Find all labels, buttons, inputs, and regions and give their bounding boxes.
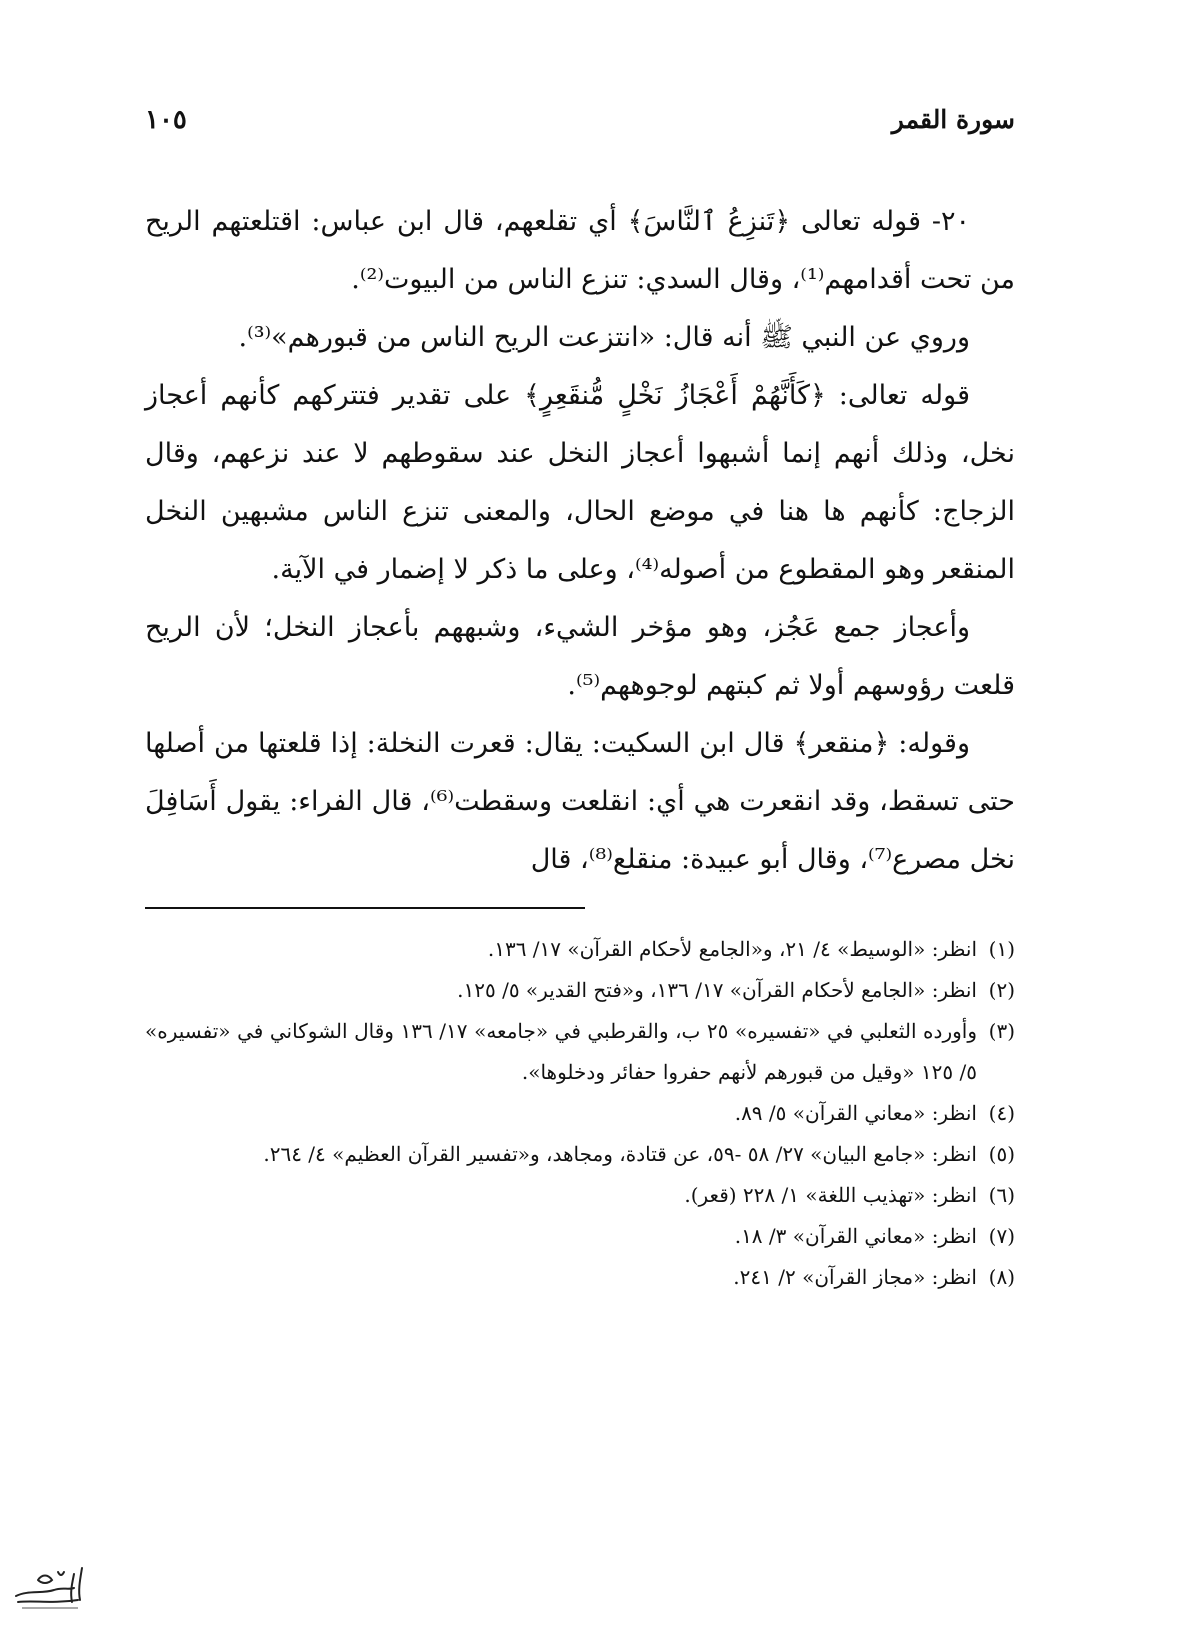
paragraph: ٢٠- قوله تعالى ﴿تَنزِعُ ٱلنَّاسَ﴾ أي تقلعهم، قال ابن عباس: اقتلعتهم الريح من تحت أقدامهم⁽¹⁾، وقال السدي: تنزع الناس من البيوت⁽²⁾. <box>145 206 1015 295</box>
footnote-text: انظر: «تهذيب اللغة» ١/ ٢٢٨ (قعر). <box>684 1183 977 1207</box>
footnote-separator <box>145 907 585 909</box>
footnote-number: (٢) <box>988 978 1015 1002</box>
footnote <box>145 1011 1015 1093</box>
book-page <box>145 105 1015 1298</box>
footnote-number: (٤) <box>988 1101 1015 1125</box>
footnote-text: انظر: «الجامع لأحكام القرآن» ١٧/ ١٣٦، و«فتح القدير» ٥/ ١٢٥. <box>457 978 977 1002</box>
paragraph: وروي عن النبي ﷺ أنه قال: «انتزعت الريح الناس من قبورهم»⁽³⁾. <box>238 322 970 353</box>
footnote-text: انظر: «جامع البيان» ٢٧/ ٥٨ -٥٩، عن قتادة، ومجاهد، و«تفسير القرآن العظيم» ٤/ ٢٦٤. <box>263 1142 977 1166</box>
footnote <box>145 970 1015 1011</box>
footnotes <box>145 929 1015 1298</box>
footnote-number: (٥) <box>988 1142 1015 1166</box>
footnote <box>145 1093 1015 1134</box>
footnote <box>145 1257 1015 1298</box>
running-title: سورة القمر <box>891 105 1015 134</box>
footnote-number: (٦) <box>988 1183 1015 1207</box>
footnote-number: (٣) <box>988 1019 1015 1043</box>
footnote-text: انظر: «الوسيط» ٤/ ٢١، و«الجامع لأحكام القرآن» ١٧/ ١٣٦. <box>487 937 977 961</box>
footnote <box>145 1134 1015 1175</box>
footnote-text: انظر: «معاني القرآن» ٣/ ١٨. <box>734 1224 977 1248</box>
footnote <box>145 929 1015 970</box>
calligraphy-logo-icon <box>8 1560 90 1618</box>
page-number: ١٠٥ <box>145 105 187 135</box>
publisher-logo <box>8 1560 90 1618</box>
paragraph: وأعجاز جمع عَجُز، وهو مؤخر الشيء، وشبههم بأعجاز النخل؛ لأن الريح قلعت رؤوسهم أولا ثم كبتهم لوجوههم⁽⁵⁾. <box>145 612 1015 701</box>
footnote-number: (٧) <box>988 1224 1015 1248</box>
paragraph: قوله تعالى: ﴿كَأَنَّهُمْ أَعْجَازُ نَخْلٍ مُّنقَعِرٍ﴾ على تقدير فتتركهم كأنهم أعجاز نخل، وذلك أنهم إنما أشبهوا أعجاز النخل عند سقوطهم لا عند نزعهم، وقال الزجاج: كأنهم ها هنا في موضع الحال، والمعنى تنزع الناس مشبهين النخل المنقعر وهو المقطوع من أصوله⁽⁴⁾، وعلى ما ذكر لا إضمار في الآية. <box>145 380 1015 585</box>
main-text <box>145 193 1015 889</box>
footnote <box>145 1175 1015 1216</box>
page-header <box>145 105 1015 165</box>
footnote-text: وأورده الثعلبي في «تفسيره» ٢٥ ب، والقرطبي في «جامعه» ١٧/ ١٣٦ وقال الشوكاني في «تفسيره» ٥/ ١٢٥ «وقيل من قبورهم لأنهم حفروا حفائر ودخلوها». <box>145 1019 977 1084</box>
paragraph: وقوله: ﴿منقعر﴾ قال ابن السكيت: يقال: قعرت النخلة: إذا قلعتها من أصلها حتى تسقط، وقد انقعرت هي أي: انقلعت وسقطت⁽⁶⁾، قال الفراء: يقول أَسَافِلَ نخل مصرع⁽⁷⁾، وقال أبو عبيدة: منقلع⁽⁸⁾، قال <box>145 728 1015 875</box>
footnote <box>145 1216 1015 1257</box>
footnote-number: (١) <box>988 937 1015 961</box>
footnote-number: (٨) <box>988 1265 1015 1289</box>
footnote-text: انظر: «مجاز القرآن» ٢/ ٢٤١. <box>733 1265 977 1289</box>
footnote-text: انظر: «معاني القرآن» ٥/ ٨٩. <box>734 1101 977 1125</box>
